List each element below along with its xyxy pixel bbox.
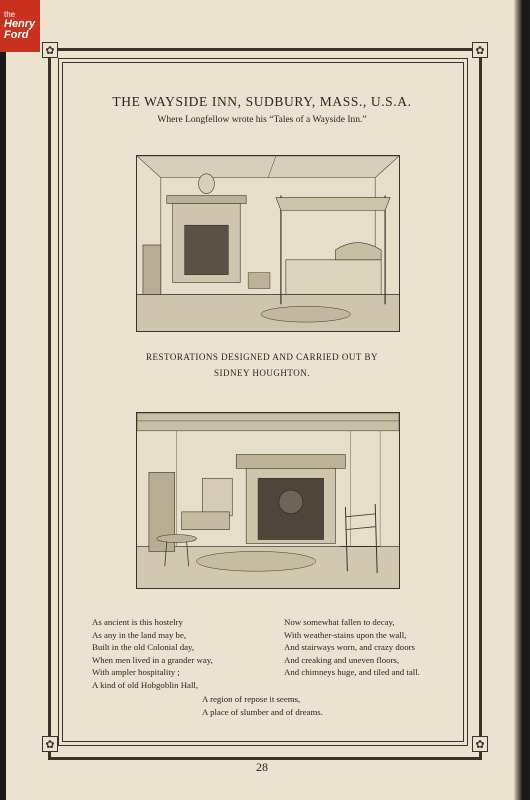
page-subtitle: Where Longfellow wrote his “Tales of a Wayside Inn.”: [157, 115, 367, 125]
caption-line-1: RESTORATIONS DESIGNED AND CARRIED OUT BY: [146, 352, 378, 362]
poem-line: Now somewhat fallen to decay,: [284, 617, 395, 627]
poem-line: As any in the land may be,: [92, 629, 187, 640]
bedroom-illustration: [136, 155, 400, 332]
fireplace-room-illustration: [136, 412, 400, 589]
poem-right-column: [284, 616, 420, 679]
poem-closing: [202, 693, 323, 718]
poem-line: With ampler hospitality ;: [92, 667, 180, 678]
poem-left-column: [92, 616, 213, 692]
logo-line-2: Henry: [4, 18, 36, 30]
poem-line: A region of repose it seems,: [202, 694, 301, 704]
poem-line: As ancient is this hostelry: [92, 617, 183, 627]
page-edge: [514, 0, 522, 800]
poem-line: A place of slumber and of dreams.: [202, 706, 323, 717]
page-title: THE WAYSIDE INN, SUDBURY, MASS., U.S.A.: [112, 94, 412, 109]
logo-line-1: the: [4, 10, 16, 19]
ornament-icon: ✿: [472, 736, 488, 752]
caption-line-2: SIDNEY HOUGHTON.: [214, 368, 310, 378]
ornament-icon: ✿: [42, 736, 58, 752]
page-number: 28: [256, 760, 268, 774]
poem-line: When men lived in a grander way,: [92, 654, 213, 665]
henry-ford-logo[interactable]: [0, 0, 40, 52]
poem-line: And creaking and uneven floors,: [284, 654, 400, 665]
poem-line: And chimneys huge, and tiled and tall.: [284, 667, 420, 678]
ornament-icon: ✿: [42, 42, 58, 58]
ornament-icon: ✿: [472, 42, 488, 58]
poem-line: A kind of old Hobgoblin Hall,: [92, 679, 199, 690]
restoration-caption: [62, 349, 462, 381]
poem-line: With weather-stains upon the wall,: [284, 629, 407, 640]
logo-line-3: Ford: [4, 29, 29, 41]
poem-line: Built in the old Colonial day,: [92, 642, 195, 653]
poem-line: And stairways worn, and crazy doors: [284, 642, 415, 653]
